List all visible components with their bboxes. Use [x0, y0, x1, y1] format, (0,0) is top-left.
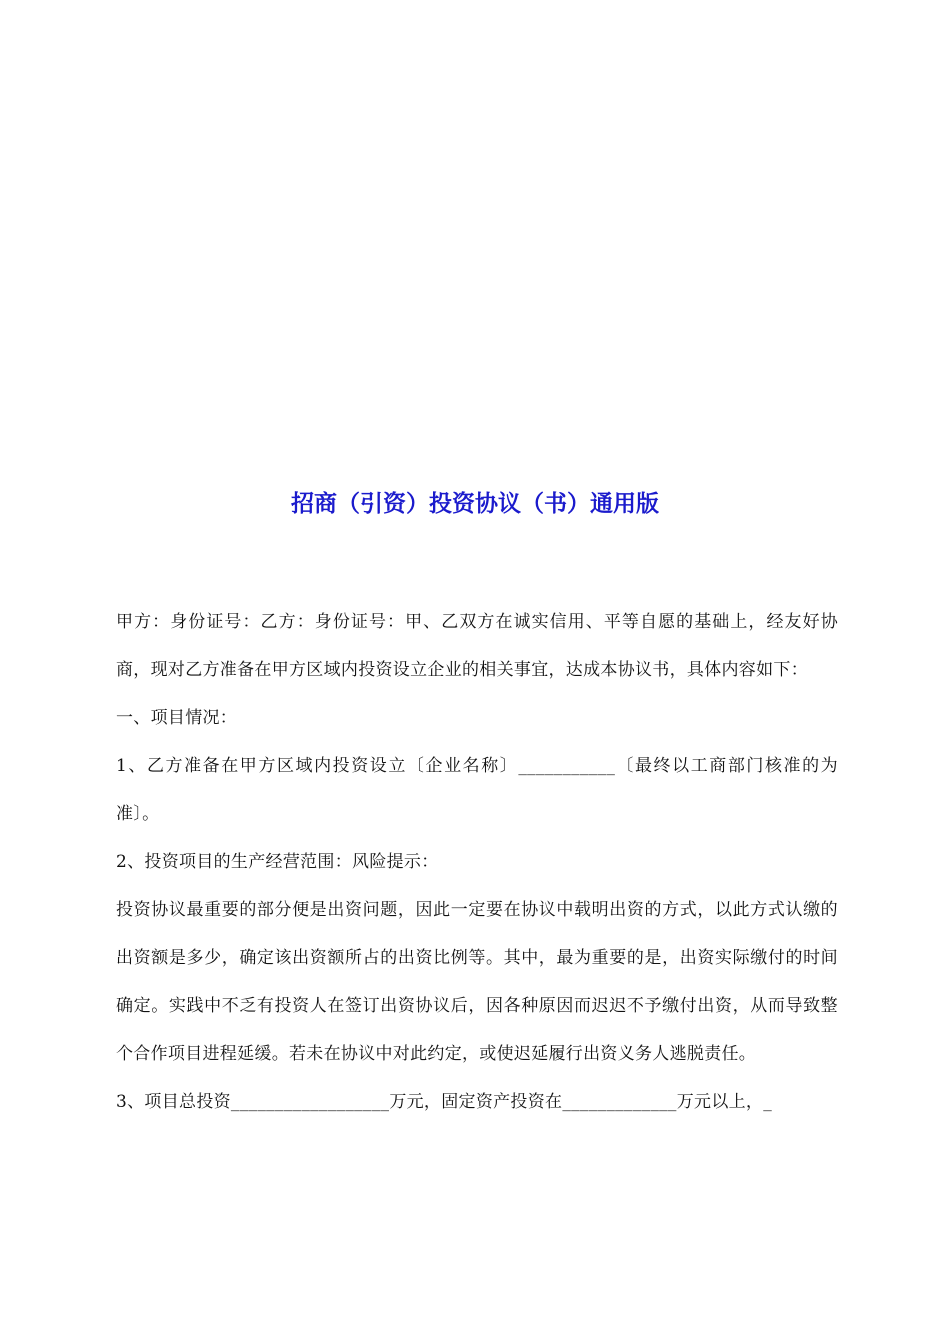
section-heading-project-info: 一、项目情况： [116, 708, 238, 728]
document-body [116, 598, 838, 1126]
clause-1-company-name: 1、乙方准备在甲方区域内投资设立〔企业名称〕___________〔最终以工商部门核准的为准〕。 [116, 756, 838, 824]
document-title: 招商（引资）投资协议（书）通用版 [291, 491, 659, 517]
risk-notice-paragraph: 投资协议最重要的部分便是出资问题，因此一定要在协议中载明出资的方式，以此方式认缴的出资额是多少，确定该出资额所占的出资比例等。其中，最为重要的是，出资实际缴付的时间确定。实践中不乏有投资人在签订出资协议后，因各种原因而迟迟不予缴付出资，从而导致整个合作项目进程延缓。若未在协议中对此约定，或使迟延履行出资义务人逃脱责任。 [116, 900, 838, 1064]
clause-2-business-scope: 2、投资项目的生产经营范围：风险提示： [116, 852, 439, 872]
clause-3-total-investment: 3、项目总投资__________________万元，固定资产投资在_____________万元以上，_ [116, 1092, 773, 1112]
paragraph-parties: 甲方：身份证号：乙方：身份证号：甲、乙双方在诚实信用、平等自愿的基础上，经友好协商，现对乙方准备在甲方区域内投资设立企业的相关事宜，达成本协议书，具体内容如下： [116, 612, 838, 680]
